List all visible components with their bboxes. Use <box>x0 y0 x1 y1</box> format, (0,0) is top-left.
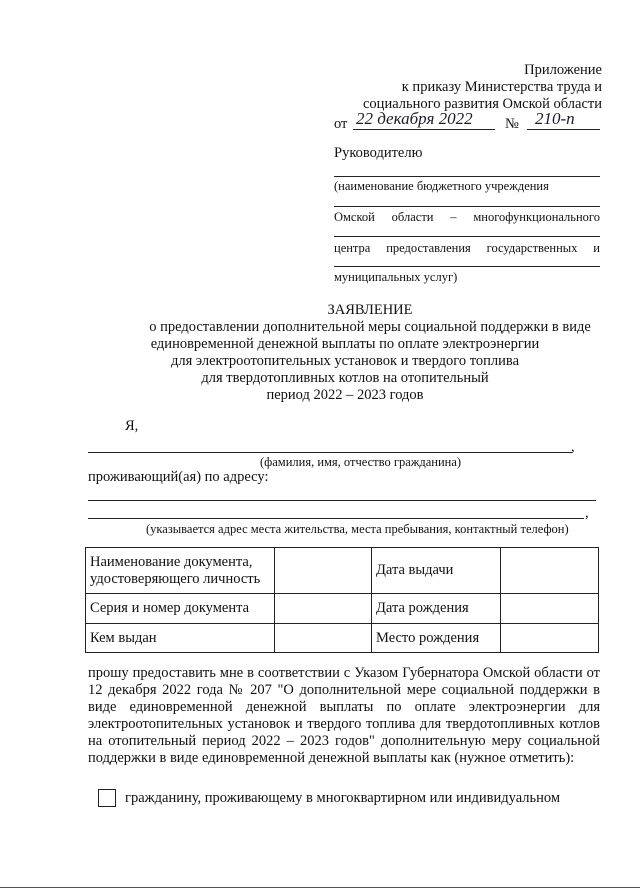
doc-name-label: Наименование документа, удостоверяющего личность <box>86 548 275 594</box>
id-document-table <box>85 547 599 653</box>
fio-line <box>88 452 572 453</box>
issue-date-value[interactable] <box>501 548 599 594</box>
fio-hint: (фамилия, имя, отчество гражданина) <box>260 455 462 469</box>
birth-place-label: Место рождения <box>372 624 501 653</box>
order-number-handwritten: 210-п <box>535 109 575 128</box>
table-row <box>86 548 599 594</box>
birth-place-value[interactable] <box>501 624 599 653</box>
addressee-title: Руководителю <box>334 145 423 161</box>
org-line-2 <box>334 206 600 207</box>
title-line-3: для электроотопительных установок и твердого топлива <box>171 353 519 369</box>
address-comma: , <box>585 505 589 521</box>
address-hint: (указывается адрес места жительства, места пребывания, контактный телефон) <box>146 522 569 536</box>
org-line-4 <box>334 266 600 267</box>
ministry-line: социального развития Омской области <box>363 96 602 112</box>
page-bottom-line <box>0 887 640 888</box>
issue-date-label: Дата выдачи <box>372 548 501 594</box>
doc-series-value[interactable] <box>275 594 372 624</box>
appendix-label: Приложение <box>524 62 602 78</box>
issued-by-label: Кем выдан <box>86 624 275 653</box>
table-row <box>86 594 599 624</box>
address-label: проживающий(ая) по адресу: <box>88 469 269 485</box>
address-line-1 <box>88 500 596 501</box>
birth-date-value[interactable] <box>501 594 599 624</box>
order-date-line <box>353 129 495 130</box>
doc-name-value[interactable] <box>275 548 372 594</box>
order-ref-line: к приказу Министерства труда и <box>401 79 602 95</box>
address-line-2 <box>88 518 584 519</box>
title-line-1: о предоставлении дополнительной меры социальной поддержки в виде <box>149 319 591 335</box>
order-number-line <box>527 129 600 130</box>
org-line-3 <box>334 236 600 237</box>
birth-date-label: Дата рождения <box>372 594 501 624</box>
title-line-4: для твердотопливных котлов на отопительный <box>201 370 489 386</box>
request-paragraph: прошу предоставить мне в соответствии с Указом Губернатора Омской области от 12 декабря 2022 года № 207 "О дополнительной мере социальной поддержки в виде единовременной денежной выплаты по оплате электроэнергии для электроотопительных установок и твердого топлива для твердотопливных котлов на отопительный период 2022 – 2023 годов" дополнительную меру социальной поддержки в виде единовременной денежной выплаты как (нужное отметить): <box>88 665 600 766</box>
org-hint-4: муниципальных услуг) <box>334 270 458 284</box>
title-line-5: период 2022 – 2023 годов <box>266 387 424 403</box>
document-heading: ЗАЯВЛЕНИЕ <box>327 302 413 318</box>
order-number-sign: № <box>505 116 519 132</box>
table-row <box>86 624 599 653</box>
title-line-2: единовременной денежной выплаты по оплате электроэнергии <box>150 336 540 352</box>
doc-series-label: Серия и номер документа <box>86 594 275 624</box>
org-hint-2: Омской области – многофункционального <box>334 210 600 224</box>
org-hint-3: центра предоставления государственных и <box>334 241 600 255</box>
org-line-1 <box>334 176 600 177</box>
ya-label: Я, <box>125 418 139 434</box>
option-checkbox[interactable] <box>98 789 116 807</box>
order-ot-label: от <box>334 116 348 132</box>
issued-by-value[interactable] <box>275 624 372 653</box>
order-date-handwritten: 22 декабря 2022 <box>356 109 473 128</box>
option-text: гражданину, проживающему в многоквартирном или индивидуальном <box>125 790 561 806</box>
org-hint-1: (наименование бюджетного учреждения <box>334 179 549 193</box>
fio-comma: , <box>571 439 575 455</box>
